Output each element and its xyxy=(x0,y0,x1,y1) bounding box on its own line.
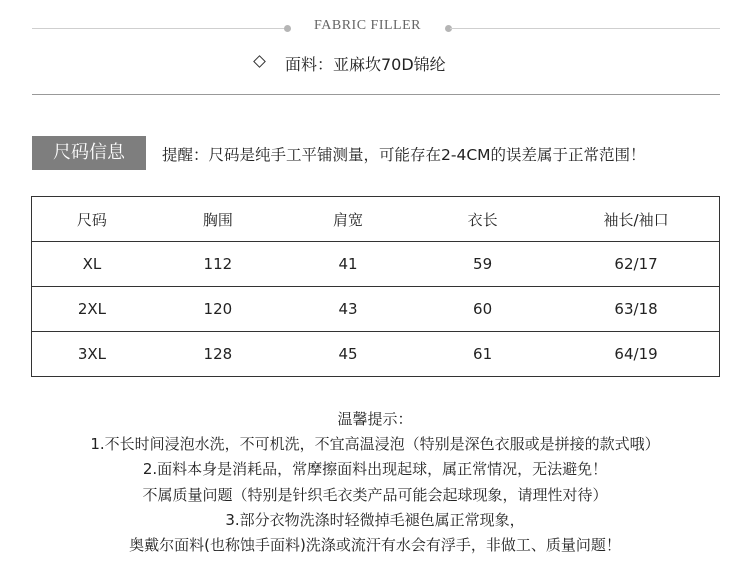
tips-line: 3.部分衣物洗涤时轻微掉毛褪色属正常现象， xyxy=(225,510,525,529)
header-shoulder: 肩宽 xyxy=(284,197,412,242)
size-measure-note: 提醒：尺码是纯手工平铺测量，可能存在2-4CM的误差属于正常范围！ xyxy=(162,146,646,164)
table-row xyxy=(32,287,720,332)
fabric-section-title: FABRIC FILLER xyxy=(314,18,421,33)
cell-shoulder: 41 xyxy=(284,242,412,287)
header-sleeve: 袖长/袖口 xyxy=(553,197,719,242)
tips-line: 奥戴尔面料(也称蚀手面料)洗涤或流汗有水会有浮手，非做工、质量问题！ xyxy=(129,536,621,555)
cell-size: 2XL xyxy=(32,287,152,332)
header-size: 尺码 xyxy=(32,197,152,242)
cell-chest: 112 xyxy=(152,242,284,287)
size-info-badge: 尺码信息 xyxy=(32,136,146,170)
cell-sleeve: 63/18 xyxy=(553,287,719,332)
tips-line: 不属质量问题（特别是针织毛衣类产品可能会起球现象，请理性对待） xyxy=(142,485,608,504)
tips-title: 温馨提示： xyxy=(337,410,413,428)
cell-size: 3XL xyxy=(77,345,106,363)
header-chest: 胸围 xyxy=(152,197,284,242)
care-tips xyxy=(0,407,750,558)
fabric-info xyxy=(0,52,750,80)
table-row xyxy=(32,242,720,287)
size-table xyxy=(31,196,720,377)
table-header-row xyxy=(32,197,720,242)
fabric-section-header xyxy=(0,14,750,44)
header-dot-left xyxy=(284,25,291,32)
tips-line: 1.不长时间浸泡水洗，不可机洗，不宜高温浸泡（特别是深色衣服或是拼接的款式哦） xyxy=(90,435,660,454)
fabric-label: 面料：亚麻坎70D锦纶 xyxy=(285,55,446,74)
header-line-left xyxy=(32,28,286,29)
cell-chest: 128 xyxy=(203,345,233,363)
header-line-right xyxy=(450,28,720,29)
size-info-header xyxy=(32,136,720,170)
cell-length: 60 xyxy=(412,287,553,332)
cell-sleeve: 64/19 xyxy=(614,345,658,363)
cell-sleeve: 62/17 xyxy=(553,242,719,287)
cell-length: 59 xyxy=(412,242,553,287)
cell-size: XL xyxy=(32,242,152,287)
cell-shoulder: 43 xyxy=(284,287,412,332)
cell-chest: 120 xyxy=(152,287,284,332)
table-row xyxy=(32,332,720,377)
section-divider xyxy=(32,94,720,95)
tips-line: 2.面料本身是消耗品，常摩擦面料出现起球，属正常情况，无法避免！ xyxy=(142,460,608,479)
diamond-bullet-icon xyxy=(253,55,266,68)
cell-length: 61 xyxy=(473,345,493,363)
cell-shoulder: 45 xyxy=(338,345,358,363)
header-length: 衣长 xyxy=(412,197,553,242)
